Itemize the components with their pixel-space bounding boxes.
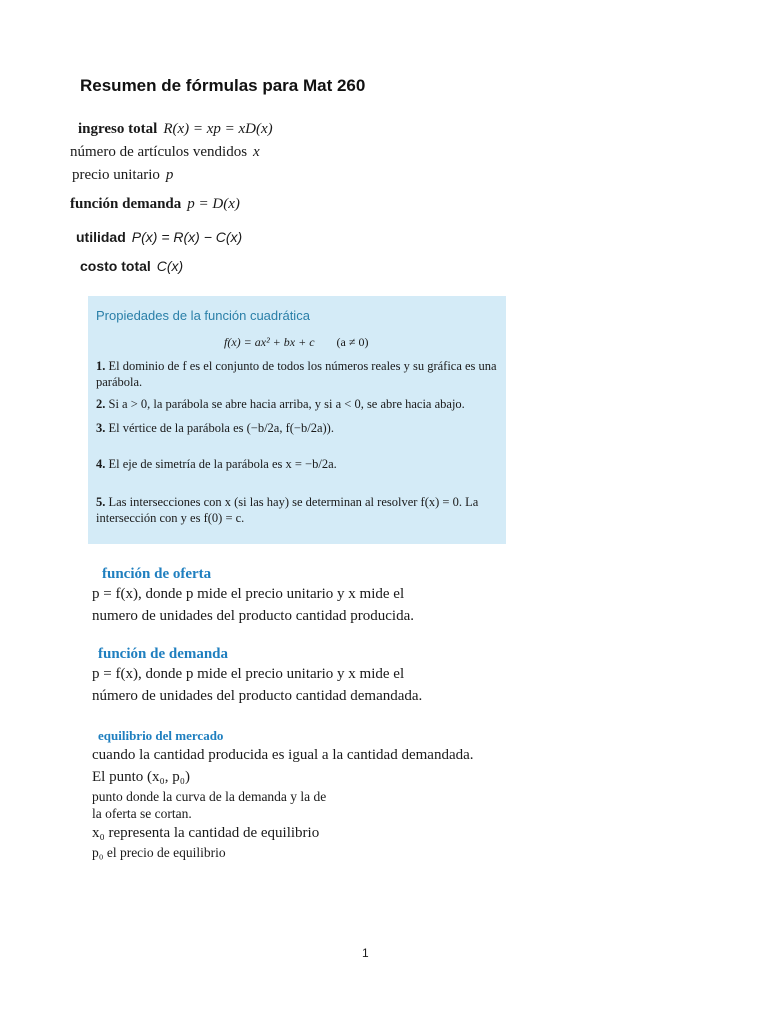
property-4	[96, 456, 498, 472]
def-math: R(x) = xp = xD(x)	[163, 121, 273, 137]
equilibrium-point: El punto (x₀, p₀)	[92, 769, 190, 785]
property-text: El eje de simetría de la parábola es x = −b/2a.	[108, 457, 337, 471]
property-number: 2.	[96, 397, 106, 411]
section-heading: equilibrio del mercado	[98, 728, 224, 743]
property-3	[96, 420, 498, 436]
def-math: p = D(x)	[187, 196, 240, 212]
equilibrium-desc: punto donde la curva de la demanda y la de	[92, 789, 327, 804]
def-funcion-demanda	[70, 196, 240, 213]
def-utilidad	[76, 229, 242, 245]
def-math: P(x) = R(x) − C(x)	[131, 229, 243, 245]
def-costo-total	[80, 258, 183, 274]
def-ingreso-total	[78, 121, 273, 138]
section-line: numero de unidades del producto cantidad producida.	[92, 608, 414, 624]
box-title: Propiedades de la función cuadrática	[96, 308, 310, 323]
property-number: 3.	[96, 421, 106, 435]
property-1	[96, 358, 498, 390]
def-math: x	[253, 144, 260, 160]
section-heading: función de demanda	[98, 646, 229, 662]
def-math: p	[165, 167, 174, 183]
def-label: ingreso total	[78, 121, 158, 137]
def-math: C(x)	[156, 258, 184, 274]
property-number: 5.	[96, 495, 106, 509]
property-text: El vértice de la parábola es (−b/2a, f(−b/2a)).	[108, 421, 334, 435]
def-label: número de artículos vendidos	[70, 144, 248, 160]
section-line: p = f(x), donde p mide el precio unitario y x mide el	[92, 586, 405, 602]
def-label: precio unitario	[72, 167, 160, 183]
def-precio-unitario	[72, 167, 173, 184]
section-line: número de unidades del producto cantidad demandada.	[92, 688, 423, 704]
property-text: Si a > 0, la parábola se abre hacia arriba, y si a < 0, se abre hacia abajo.	[108, 397, 465, 411]
section-oferta	[92, 566, 414, 627]
property-number: 4.	[96, 457, 106, 471]
property-number: 1.	[96, 359, 106, 373]
page-number: 1	[362, 946, 369, 960]
equilibrium-quantity: x₀ representa la cantidad de equilibrio	[92, 825, 320, 841]
def-label: función demanda	[70, 196, 182, 212]
section-line: cuando la cantidad producida es igual a la cantidad demandada.	[92, 747, 474, 763]
section-equilibrio	[92, 728, 474, 861]
section-line: p = f(x), donde p mide el precio unitario y x mide el	[92, 666, 405, 682]
section-demanda	[92, 646, 422, 707]
section-heading: función de oferta	[102, 566, 212, 582]
def-articulos-vendidos	[70, 144, 260, 161]
page-title: Resumen de fórmulas para Mat 260	[80, 76, 366, 95]
property-2	[96, 396, 498, 412]
property-text: Las intersecciones con x (si las hay) se determinan al resolver f(x) = 0. La intersección con y es f(0) = c.	[96, 495, 479, 525]
formula-expression: f(x) = ax² + bx + c	[224, 335, 315, 349]
property-5	[96, 494, 498, 526]
def-label: utilidad	[76, 229, 126, 245]
formula-condition: (a ≠ 0)	[336, 335, 369, 349]
equilibrium-desc: la oferta se cortan.	[92, 806, 192, 821]
property-text: El dominio de f es el conjunto de todos los números reales y su gráfica es una parábola.	[96, 359, 497, 389]
def-label: costo total	[80, 258, 151, 274]
equilibrium-price: p₀ el precio de equilibrio	[92, 845, 226, 860]
quadratic-properties-box	[88, 296, 506, 544]
quadratic-formula	[224, 334, 368, 350]
